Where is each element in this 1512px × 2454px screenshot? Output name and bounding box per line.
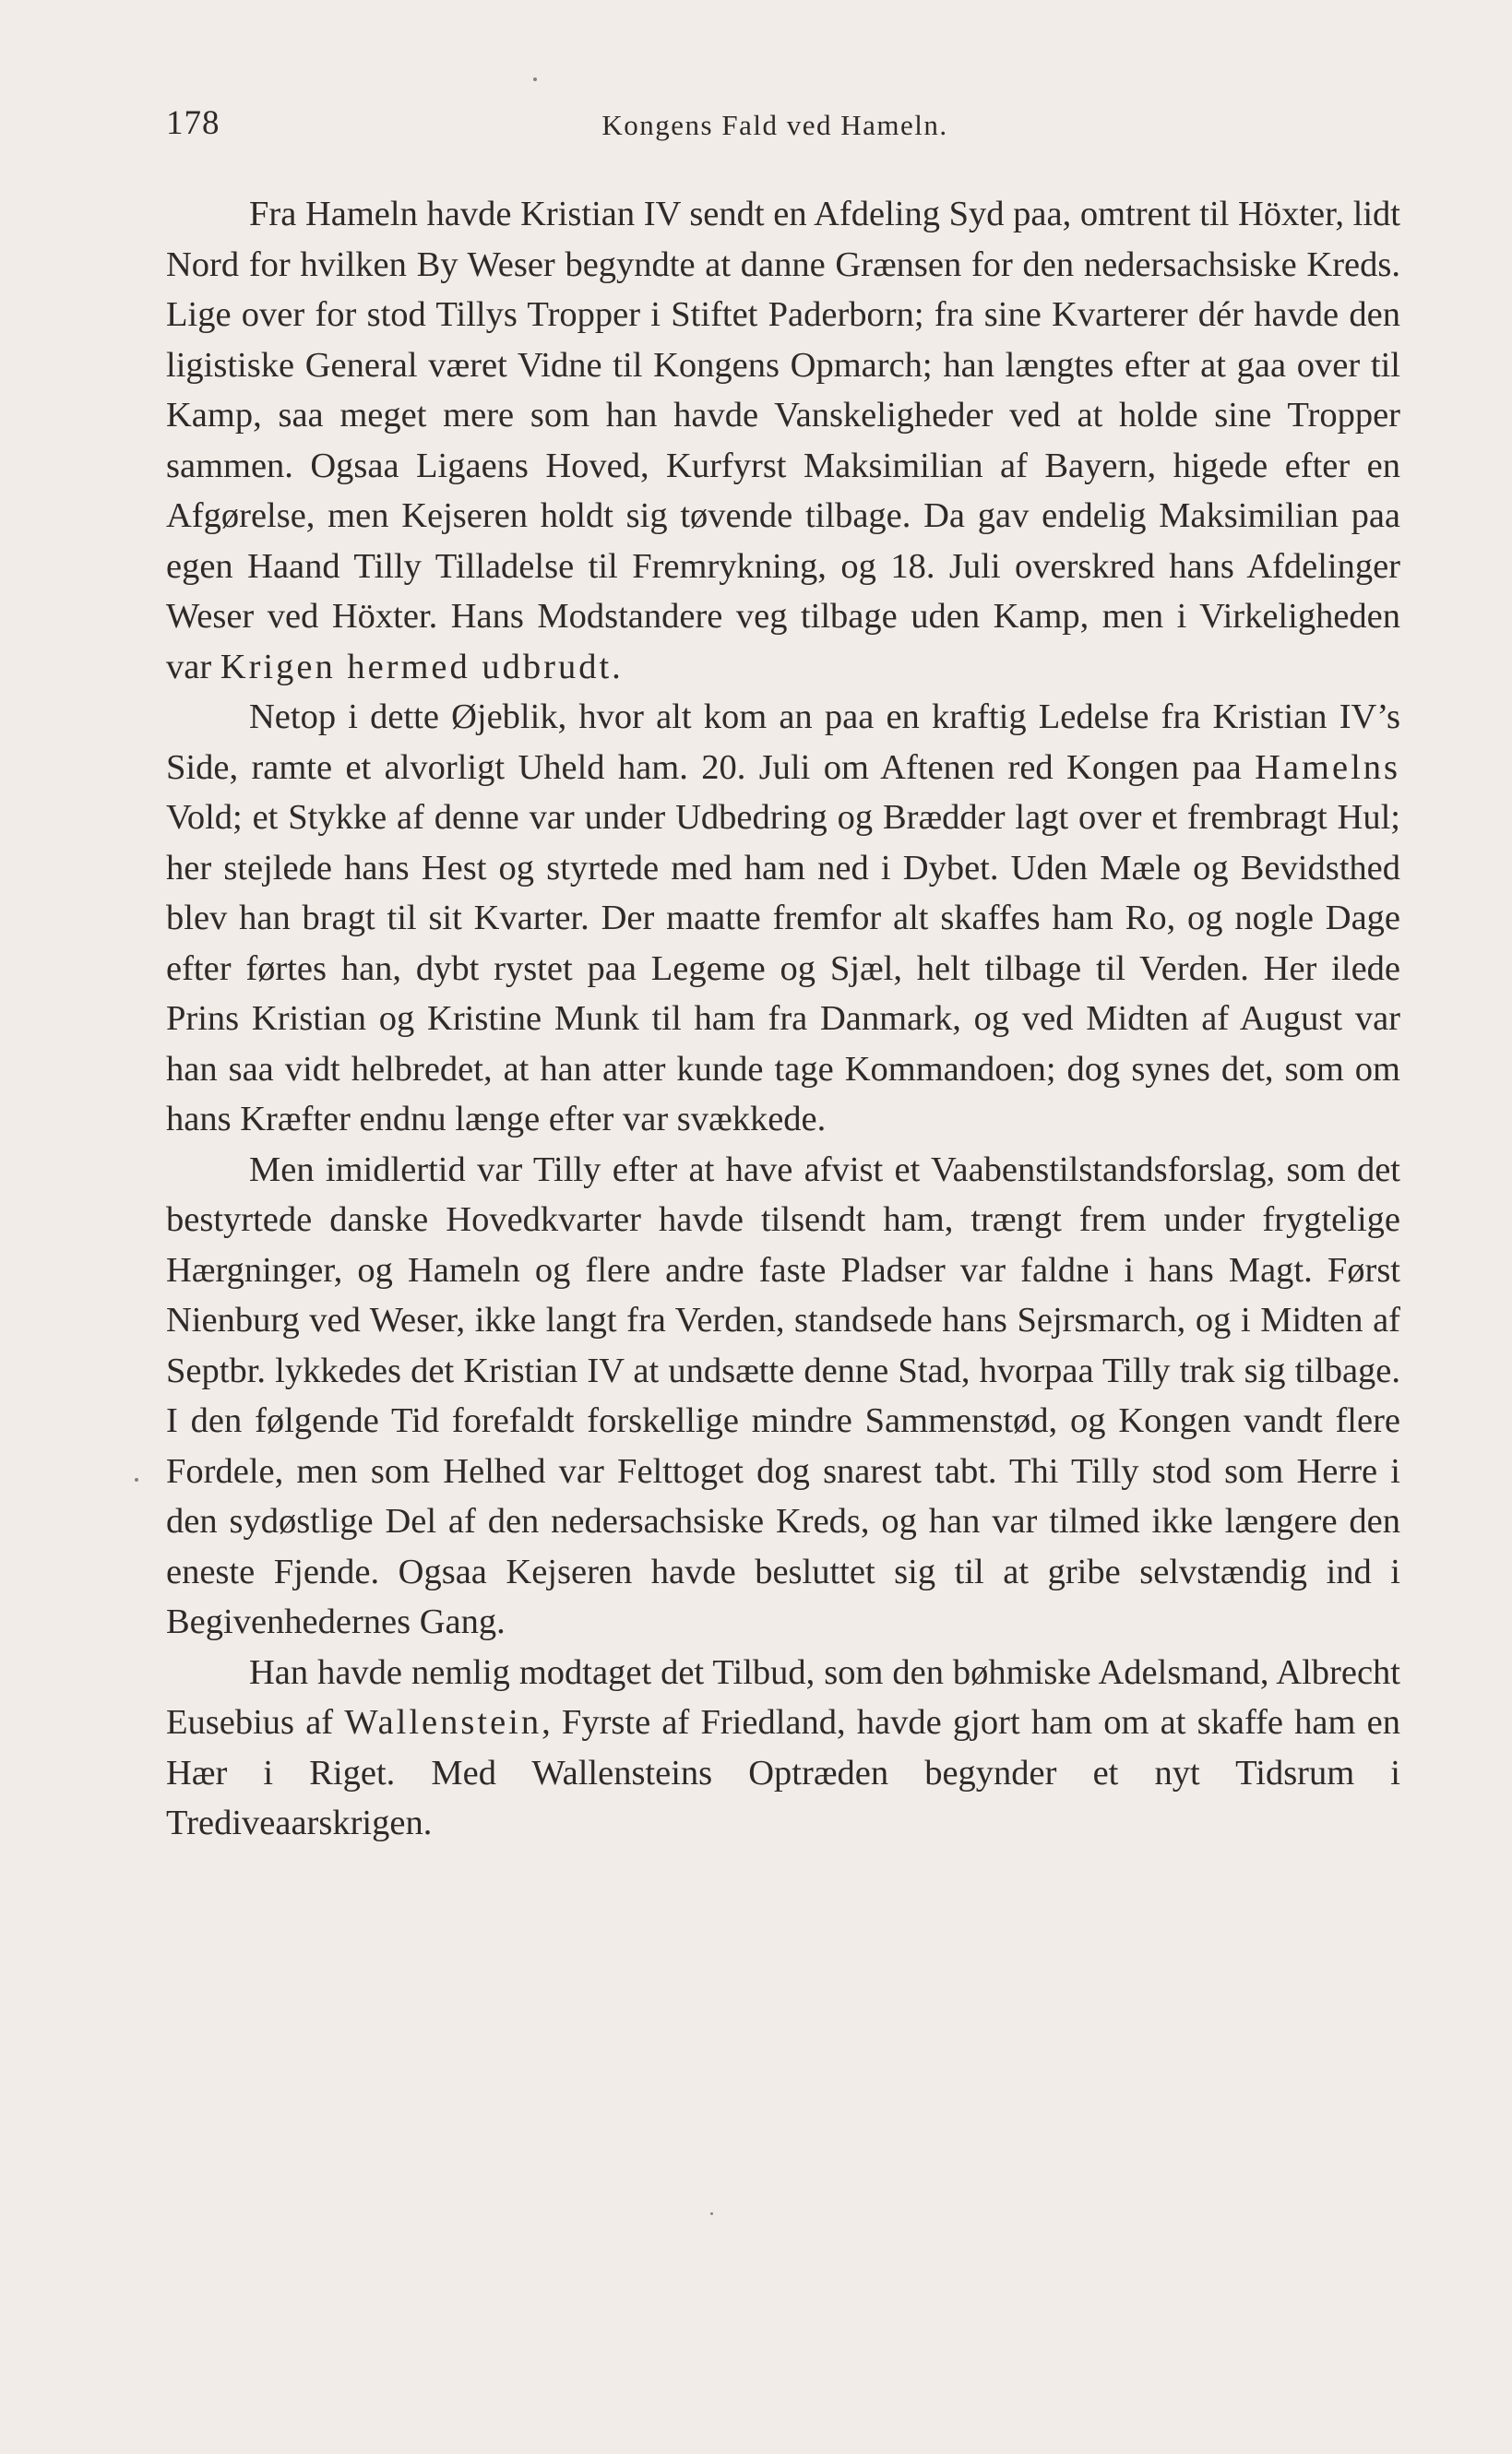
paragraph-1: [166, 189, 1400, 692]
page-number: 178: [166, 104, 220, 142]
paragraph-text: .: [612, 647, 621, 686]
paper-speck: [533, 77, 537, 81]
paragraph-3: [166, 1145, 1400, 1648]
paragraph-4: [166, 1648, 1400, 1849]
paragraph-text: Han havde nemlig modtaget det Tilbud, som den bøhmiske Adelsmand, Albrecht Eusebius af: [166, 1652, 1400, 1742]
paper-speck: [710, 2212, 713, 2215]
paragraph-text: , Fyrste af Friedland, havde gjort ham om at skaffe ham en Hær i Riget. Med Wallensteins Optræden begynder et nyt Tidsrum i Trediveaarskrigen.: [166, 1703, 1400, 1842]
paragraph-text: Men imidlertid var Tilly efter at have afvist et Vaabenstilstandsforslag, som det bestyrtede danske Hovedkvarter havde tilsendt ham, trængt frem under frygtelige Hærgninger, og Hameln og flere andre faste Pladser var faldne i hans Magt. Først Nienburg ved Weser, ikke langt fra Verden, standsede hans Sejrsmarch, og i Midten af Septbr. lykkedes det Kristian IV at undsætte denne Stad, hvorpaa Tilly trak sig tilbage. I den følgende Tid forefaldt forskellige mindre Sammenstød, og Kongen vandt flere Fordele, men som Helhed var Felttoget dog snarest tabt. Thi Tilly stod som Herre i den sydøstlige Del af den nedersachsiske Kreds, og han var tilmed ikke længere den eneste Fjende. Ogsaa Kejseren havde besluttet sig til at gribe selvstændig ind i Begivenhedernes Gang.: [166, 1150, 1400, 1641]
paragraph-text: Netop i dette Øjeblik, hvor alt kom an paa en kraftig Ledelse fra Kristian IV’s Side, ramte et alvorligt Uheld ham. 20. Juli om Aftenen red Kongen paa: [166, 697, 1400, 787]
emphasized-text: Wallenstein: [344, 1703, 542, 1742]
paragraph-text: Fra Hameln havde Kristian IV sendt en Afdeling Syd paa, omtrent til Höxter, lidt Nord for hvilken By Weser begyndte at danne Grænsen for den nedersachsiske Kreds. Lige over for stod Tillys Tropper i Stiftet Paderborn; fra sine Kvarterer dér havde den ligistiske General været Vidne til Kongens Opmarch; han længtes efter at gaa over til Kamp, saa meget mere som han havde Vanskeligheder ved at holde sine Tropper sammen. Ogsaa Ligaens Hoved, Kurfyrst Maksimilian af Bayern, higede efter en Afgørelse, men Kejseren holdt sig tøvende tilbage. Da gav endelig Maksimilian paa egen Haand Tilly Tilladelse til Fremrykning, og 18. Juli overskred hans Afdelinger Weser ved Höxter. Hans Modstandere veg tilbage uden Kamp, men i Virkeligheden var: [166, 195, 1400, 686]
paper-speck: [135, 1478, 138, 1482]
page-header: [166, 103, 1393, 159]
paragraph-text: Vold; et Stykke af denne var under Udbedring og Brædder lagt over et frembragt Hul; her stejlede hans Hest og styrtede med ham ned i Dybet. Uden Mæle og Bevidsthed blev han bragt til sit Kvarter. Der maatte fremfor alt skaffes ham Ro, og nogle Dage efter førtes han, dybt rystet paa Legeme og Sjæl, helt tilbage til Verden. Her ilede Prins Kristian og Kristine Munk til ham fra Danmark, og ved Midten af August var han saa vidt helbredet, at han atter kunde tage Kommandoen; dog synes det, som om hans Kræfter endnu længe efter var svækkede.: [166, 798, 1400, 1138]
emphasized-text: Hamelns: [1255, 747, 1401, 787]
running-title: Kongens Fald ved Hameln.: [601, 109, 948, 141]
paragraph-2: [166, 692, 1400, 1145]
body-text: [166, 189, 1400, 1849]
emphasized-text: Krigen hermed udbrudt: [220, 647, 613, 686]
